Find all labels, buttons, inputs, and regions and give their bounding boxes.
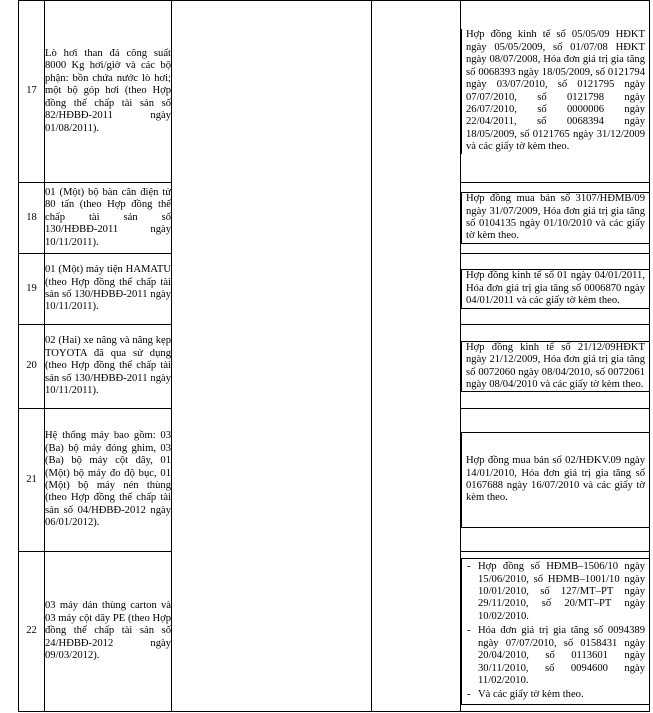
supporting-documents <box>461 558 649 704</box>
list-item: - Và các giấy tờ kèm theo. <box>464 689 645 701</box>
row-number: 21 <box>19 409 45 552</box>
row-number: 19 <box>19 254 45 325</box>
supporting-documents-cell <box>461 409 650 552</box>
row-number: 17 <box>19 1 45 183</box>
document-list <box>464 561 645 701</box>
blank-gap-column <box>372 1 461 712</box>
collateral-asset-table <box>18 0 650 712</box>
supporting-documents: Hợp đồng mua bán số 02/HĐKV.09 ngày 14/01/2010, Hóa đơn giá trị gia tăng số 0167688 ngày 16/07/2010 và các giấy tờ kèm theo. <box>461 432 649 528</box>
asset-description: Lò hơi than đá công suất 8000 Kg hơi/giờ và các bộ phận: bồn chứa nước lò hơi; một bộ góp hơi (theo Hợp đồng thế chấp tài sản số 82/HĐBĐ-2011 ngày 01/08/2011). <box>45 1 172 183</box>
supporting-documents-cell <box>461 1 650 183</box>
asset-description: 03 máy dán thùng carton và 03 máy cột dây PE (theo Hợp đồng thế chấp tài sản số 24/HĐBĐ-2012 ngày 09/03/2012). <box>45 552 172 712</box>
supporting-documents: Hợp đồng kinh tế số 05/05/09 HĐKT ngày 05/05/2009, số 01/07/08 HĐKT ngày 08/07/2008, Hóa đơn giá trị gia tăng số 0068393 ngày 18/05/2009, số 0121794 ngày 03/07/2010, số 0121795 ngày 07/07/2010, số 0121798 ngày 26/07/2010, số 0000006 ngày 22/04/2011, số 0068394 ngày 18/05/2009, số 0121765 ngày 31/12/2009 và các giấy tờ kèm theo. <box>461 29 649 153</box>
list-item: - Hóa đơn giá trị gia tăng số 0094389 ngày 07/07/2010, số 0158431 ngày 20/04/2010, số 0113601 ngày 30/11/2010, số 0094600 ngày 11/02/2010. <box>464 625 645 687</box>
row-number: 20 <box>19 325 45 409</box>
list-item: - Hợp đồng số HĐMB–1506/10 ngày 15/06/2010, số HĐMB–1001/10 ngày 10/01/2010, số 127/MT–PT ngày 29/11/2010, số 20/MT–PT ngày 10/02/2010. <box>464 561 645 623</box>
asset-description: 02 (Hai) xe nâng và nâng kẹp TOYOTA đã qua sử dụng (theo Hợp đồng thế chấp tài sản số 130/HĐBĐ-2011 ngày 10/11/2011). <box>45 325 172 409</box>
supporting-documents-cell <box>461 254 650 325</box>
supporting-documents: Hợp đồng mua bán số 3107/HĐMB/09 ngày 31/07/2009, Hóa đơn giá trị gia tăng số 0104135 ngày 01/10/2010 và các giấy tờ kèm theo. <box>461 192 649 244</box>
asset-description: 01 (Một) máy tiện HAMATU (theo Hợp đồng thế chấp tài sản số 130/HĐBĐ-2011 ngày 10/11/2011). <box>45 254 172 325</box>
supporting-documents: Hợp đồng kinh tế số 21/12/09HĐKT ngày 21/12/2009, Hóa đơn giá trị gia tăng số 0072060 ngày 08/04/2010, số 0072061 ngày 08/04/2010 và các giấy tờ kèm theo. <box>461 341 649 393</box>
asset-description: Hệ thống máy bao gồm: 03 (Ba) bộ máy đóng ghim, 03 (Ba) bộ máy cột dây, 01 (Một) bộ máy đo độ bục, 01 (Một) bộ máy nén thùng (theo Hợp đồng thế chấp tài sản số 04/HĐBĐ-2012 ngày 06/01/2012). <box>45 409 172 552</box>
row-number: 18 <box>19 183 45 254</box>
row-number: 22 <box>19 552 45 712</box>
supporting-documents: Hợp đồng kinh tế số 01 ngày 04/01/2011, Hóa đơn giá trị gia tăng số 0006870 ngày 04/01/2011 và các giấy tờ kèm theo. <box>461 269 649 308</box>
table-row <box>19 1 650 183</box>
asset-description: 01 (Một) bộ bàn cân điện tử 80 tấn (theo Hợp đồng thế chấp tài sản số 130/HĐBĐ-2011 ngày 10/11/2011). <box>45 183 172 254</box>
supporting-documents-cell <box>461 552 650 712</box>
supporting-documents-cell <box>461 183 650 254</box>
blank-column <box>172 1 372 712</box>
supporting-documents-cell <box>461 325 650 409</box>
